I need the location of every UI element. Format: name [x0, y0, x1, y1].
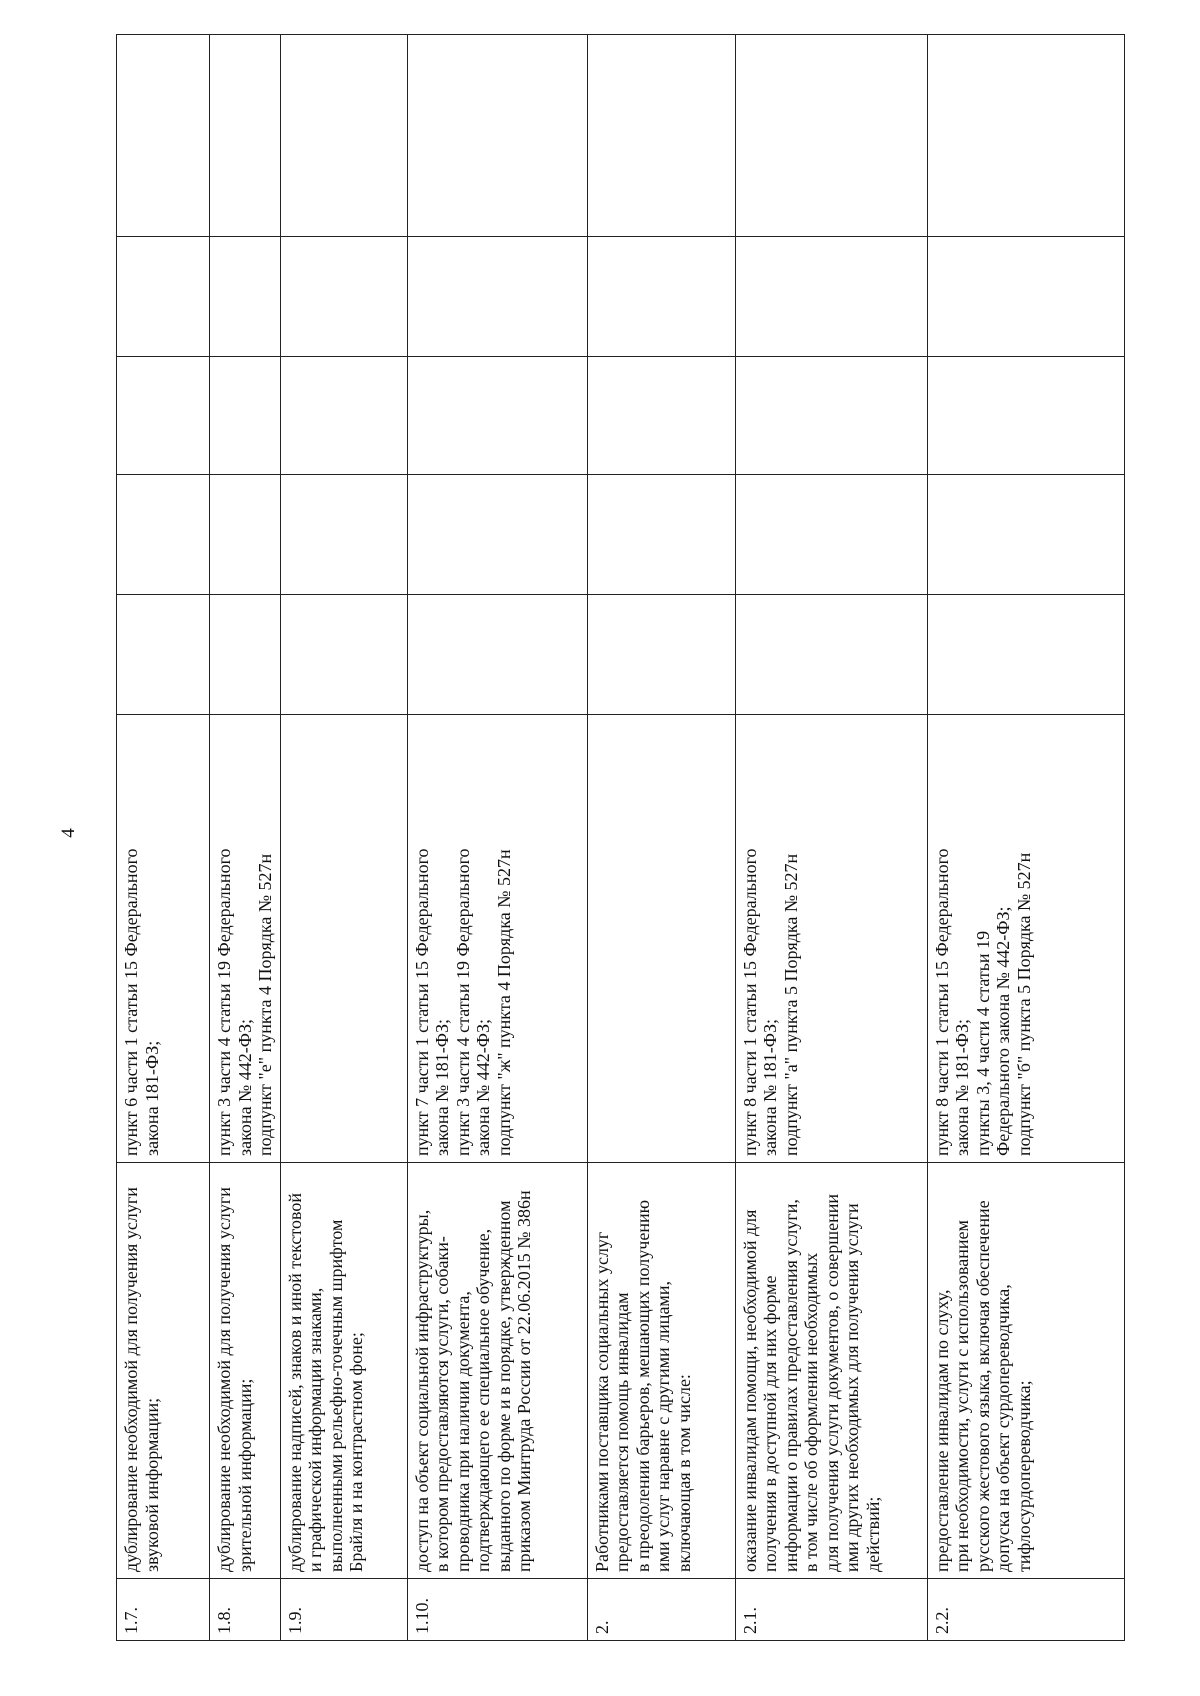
basis-line: закона 181-ФЗ;: [141, 1040, 162, 1156]
description-line: в котором предоставляются услуги, собаки-: [432, 1236, 452, 1572]
empty-cell: [587, 357, 735, 475]
empty-cell: [407, 595, 587, 715]
basis-line: закона № 181-ФЗ;: [432, 1019, 452, 1156]
description-line: и графической информации знаками,: [305, 1287, 325, 1572]
basis-line: закона № 181-ФЗ;: [952, 1019, 972, 1156]
description-line: дублирование надписей, знаков и иной текстовой: [284, 1192, 305, 1572]
basis-line: пункт 8 части 1 статьи 15 Федерального: [931, 848, 952, 1156]
basis-line: пункт 7 части 1 статьи 15 Федерального: [411, 848, 432, 1156]
row-number: 2.1.: [735, 1579, 927, 1641]
requirements-table: [116, 34, 1125, 1641]
table-row: [210, 35, 281, 1641]
page-number: 4: [57, 828, 79, 838]
description-line: доступ на объект социальной инфраструктуры,: [411, 1209, 432, 1572]
basis-line: закона № 181-ФЗ;: [760, 1019, 780, 1156]
empty-cell: [407, 35, 587, 237]
empty-cell: [587, 35, 735, 237]
empty-cell: [927, 357, 1124, 475]
empty-cell: [280, 357, 407, 475]
empty-cell: [280, 475, 407, 595]
empty-cell: [280, 237, 407, 357]
empty-cell: [927, 595, 1124, 715]
row-legal-basis: [210, 715, 281, 1163]
description-line: дублирование необходимой для получения услуги: [121, 1187, 141, 1572]
description-line: при необходимости, услуги с использованием: [952, 1220, 972, 1572]
description-line: ими других необходимых для получения услуги: [842, 1203, 862, 1572]
basis-line: подпункт "а" пункта 5 Порядка № 527н: [780, 853, 801, 1156]
description-line: предоставляется помощь инвалидам: [612, 1292, 632, 1572]
description-line: Брайля и на контрастном фоне;: [346, 1332, 366, 1572]
row-legal-basis: [280, 715, 407, 1163]
empty-cell: [117, 475, 210, 595]
empty-cell: [210, 475, 281, 595]
row-legal-basis: [587, 715, 735, 1163]
description-line: допуска на объект сурдопереводчика,: [993, 1284, 1013, 1572]
empty-cell: [210, 595, 281, 715]
row-description: [927, 1163, 1124, 1579]
description-line: информации о правилах предоставления услуги,: [780, 1199, 801, 1572]
row-description: [210, 1163, 281, 1579]
row-description: [587, 1163, 735, 1579]
rotated-table-wrapper: [116, 35, 1116, 1641]
table-row: [735, 35, 927, 1641]
empty-cell: [587, 595, 735, 715]
table-row: [117, 35, 210, 1641]
description-line: оказание инвалидам помощи, необходимой для: [739, 1209, 760, 1572]
description-line: для получения услуги документов, о совершении: [821, 1193, 842, 1572]
row-number: 2.2.: [927, 1579, 1124, 1641]
empty-cell: [927, 237, 1124, 357]
basis-line: закона № 442-ФЗ;: [234, 1019, 255, 1156]
table-body: [117, 35, 1125, 1641]
description-line: приказом Минтруда России от 22.06.2015 № 386н: [514, 1190, 534, 1572]
description-line: в том числе об оформлении необходимых: [801, 1252, 821, 1572]
basis-line: подпункт "е" пункта 4 Порядка № 527н: [255, 853, 275, 1156]
empty-cell: [735, 35, 927, 237]
description-line: предоставление инвалидам по слуху,: [931, 1289, 952, 1572]
row-number: 1.7.: [117, 1579, 210, 1641]
table-row: [407, 35, 587, 1641]
description-line: проводника при наличии документа,: [452, 1291, 473, 1572]
table-row: [587, 35, 735, 1641]
empty-cell: [280, 595, 407, 715]
empty-cell: [117, 357, 210, 475]
table-row: [927, 35, 1124, 1641]
empty-cell: [407, 475, 587, 595]
row-description: [117, 1163, 210, 1579]
description-line: зрительной информации;: [234, 1378, 255, 1572]
row-legal-basis: [927, 715, 1124, 1163]
description-line: ими услуг наравне с другими лицами,: [653, 1281, 673, 1572]
empty-cell: [117, 35, 210, 237]
empty-cell: [210, 35, 281, 237]
empty-cell: [735, 237, 927, 357]
empty-cell: [735, 475, 927, 595]
row-description: [407, 1163, 587, 1579]
basis-line: подпункт "ж" пункта 4 Порядка № 527н: [493, 849, 514, 1156]
empty-cell: [117, 237, 210, 357]
empty-cell: [735, 357, 927, 475]
basis-line: пункты 3, 4 части 4 статьи 19: [972, 930, 993, 1156]
description-line: включающая в том числе:: [673, 1374, 694, 1572]
empty-cell: [587, 237, 735, 357]
row-number: 2.: [587, 1579, 735, 1641]
basis-line: пункт 3 части 4 статьи 19 Федерального: [214, 848, 234, 1156]
description-line: выполненными рельефно-точечным шрифтом: [325, 1219, 346, 1572]
description-line: звуковой информации;: [141, 1397, 162, 1572]
description-line: тифлосурдопереводчика;: [1013, 1380, 1034, 1572]
row-legal-basis: [735, 715, 927, 1163]
empty-cell: [280, 35, 407, 237]
description-line: подтверждающего ее специальное обучение,: [473, 1228, 493, 1572]
row-legal-basis: [117, 715, 210, 1163]
description-line: русского жестового языка, включая обеспечение: [972, 1200, 993, 1572]
basis-line: пункт 3 части 4 статьи 19 Федерального: [452, 848, 473, 1156]
basis-line: Федерального закона № 442-ФЗ;: [993, 906, 1013, 1156]
description-line: дублирование необходимой для получения услуги: [214, 1187, 234, 1572]
description-line: получения в доступной для них форме: [760, 1275, 780, 1572]
empty-cell: [210, 357, 281, 475]
description-line: выданного по форме и в порядке, утвержденном: [493, 1200, 514, 1572]
empty-cell: [407, 357, 587, 475]
empty-cell: [117, 595, 210, 715]
description-line: Работниками поставщика социальных услуг: [591, 1231, 612, 1572]
row-description: [735, 1163, 927, 1579]
basis-line: пункт 8 части 1 статьи 15 Федерального: [739, 848, 760, 1156]
basis-line: пункт 6 части 1 статьи 15 Федерального: [121, 848, 141, 1156]
row-legal-basis: [407, 715, 587, 1163]
basis-line: подпункт "б" пункта 5 Порядка № 527н: [1013, 852, 1034, 1156]
empty-cell: [927, 475, 1124, 595]
empty-cell: [210, 237, 281, 357]
basis-line: закона № 442-ФЗ;: [473, 1019, 493, 1156]
empty-cell: [927, 35, 1124, 237]
row-number: 1.8.: [210, 1579, 281, 1641]
table-row: [280, 35, 407, 1641]
row-number: 1.9.: [280, 1579, 407, 1641]
empty-cell: [735, 595, 927, 715]
description-line: действий;: [862, 1496, 883, 1572]
description-line: в преодолении барьеров, мешающих получению: [632, 1199, 653, 1572]
row-description: [280, 1163, 407, 1579]
empty-cell: [587, 475, 735, 595]
row-number: 1.10.: [407, 1579, 587, 1641]
empty-cell: [407, 237, 587, 357]
